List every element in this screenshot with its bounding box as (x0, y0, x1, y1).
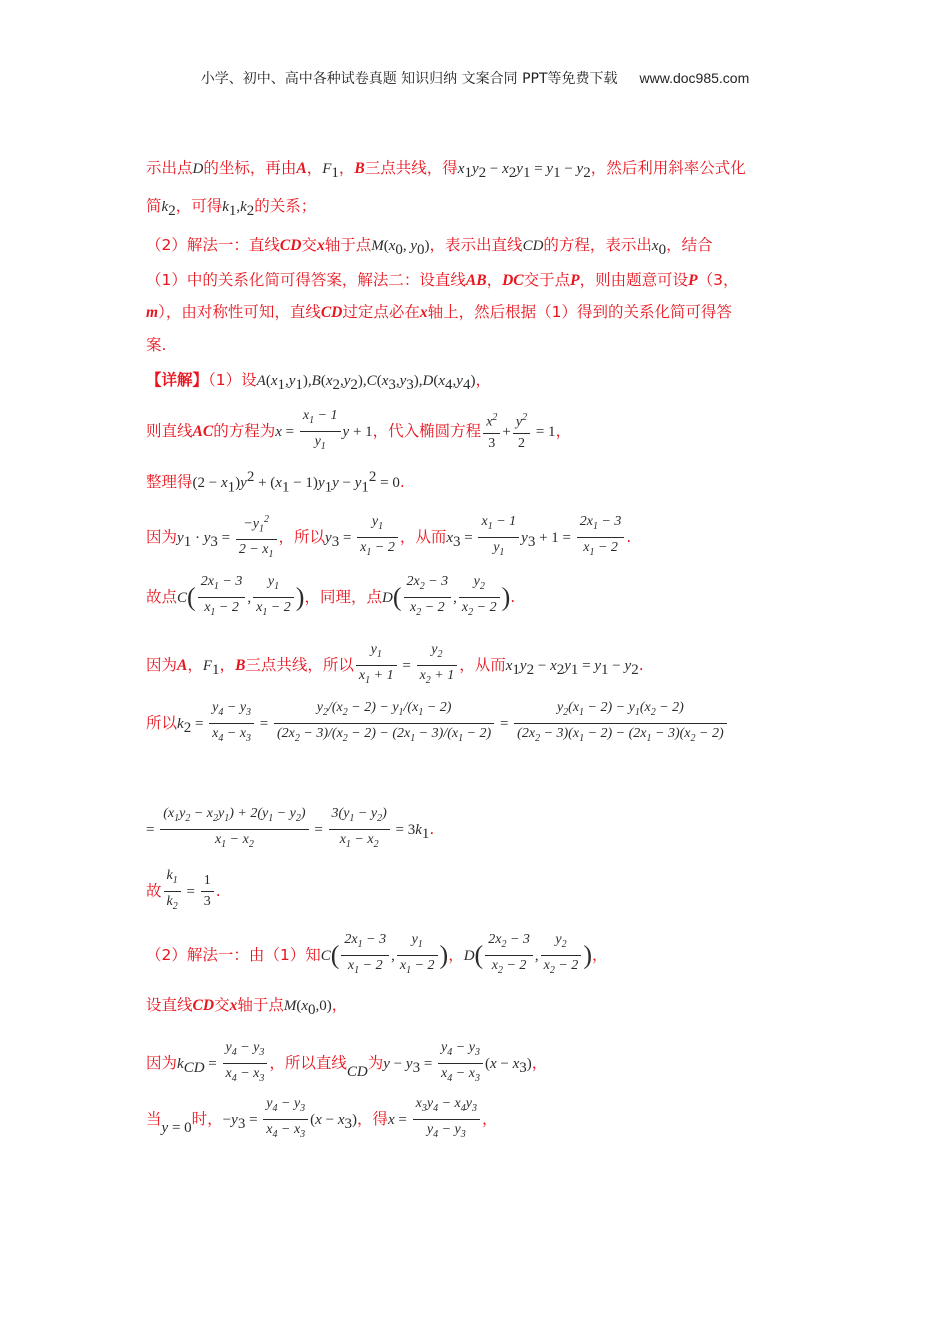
text-line: 因为$k_{CD}$ = $\frac{y_4 - y_3}{x_4 - x_3}$ ，所以直线CD为$y - y_3$ = $\frac{y_4 - y_3}{x_4 - x_3}$ $(x - x_3)$， (146, 1040, 548, 1084)
text-line: 设直线CD交x轴于点$M(x_0,0)$， (146, 996, 348, 1019)
text-line: 因为A，$F_1$，B三点共线，所以 $\frac{y_1}{x_1 + 1}$ = $\frac{y_2}{x_2 + 1}$ ，从而$x_1y_2 - x_2y_1 = y_1 - y_2$. (146, 642, 644, 686)
text-line: 整理得$(2 - x_1)y^2 + (x_1 - 1)y_1y - y_1^2 = 0$. (146, 469, 405, 496)
text-line: 当y = 0时，$-y_3$ = $\frac{y_4 - y_3}{x_4 - x_3}$ $(x - x_3)$，得x = $\frac{x_3y_4 - x_4y_3}{y_4 - y_3}$ ， (146, 1096, 498, 1140)
text-line: （2）解法一：直线CD交x轴于点$M(x_0$, $y_0$)，表示出直线CD的方程，表示出$x_0$，结合 (146, 236, 713, 259)
header-text: 小学、初中、高中各种试卷真题 知识归纳 文案合同 PPT等免费下载 (200, 71, 618, 87)
text-line: 简$k_2$，可得$k_1,k_2$的关系； (146, 197, 317, 220)
text-line: （1）中的关系化简可得答案，解法二：设直线AB，DC交于点P，则由题意可设P（3， (146, 271, 739, 289)
text-line: 示出点D的坐标，再由A，$F_1$，B三点共线，得$x_1y_2 - x_2y_1 = y_1 - y_2$，然后利用斜率公式化 (146, 159, 746, 182)
text-line: 因为$y_1 \cdot y_3$ = $\frac{-y_1^2}{2 - x_1}$ ，所以$y_3$ = $\frac{y_1}{x_1 - 2}$ ，从而$x_3$ = $\frac{x_1 - 1}{y_1}$ $y_3 + 1$ = $\frac{2x_1 - 3}{x_1 - 2}$ . (146, 510, 631, 565)
text-line: = $\frac{(x_1y_2 - x_2y_1) + 2(y_1 - y_2)}{x_1 - x_2}$ = $\frac{3(y_1 - y_2)}{x_1 - x_2}$ = $3k_1$. (146, 806, 435, 850)
text-line: 【详解】（1）设$A(x_1,y_1),B(x_2,y_2),C(x_3,y_3),D(x_4,y_4)$， (146, 371, 491, 394)
text-line: m），由对称性可知，直线CD过定点必在x轴上，然后根据（1）得到的关系化简可得答 (146, 303, 733, 321)
page-header (0, 68, 950, 88)
text-line: （2）解法一：由（1）知C( $\frac{2x_1 - 3}{x_1 - 2}$ , $\frac{y_1}{x_1 - 2}$ )，D( $\frac{2x_2 - 3}{x_2 - 2}$ , $\frac{y_2}{x_2 - 2}$ )， (146, 932, 608, 976)
text-line: 故点C( $\frac{2x_1 - 3}{x_1 - 2}$ , $\frac{y_1}{x_1 - 2}$ )，同理，点D( $\frac{2x_2 - 3}{x_2 - 2}$ , $\frac{y_2}{x_2 - 2}$ ). (146, 574, 516, 618)
header-site: www.doc985.com (639, 70, 750, 86)
text-line: 则直线AC的方程为x = $\frac{x_1 - 1}{y_1}$ y + 1，代入椭圆方程 $\frac{x^2}{3}$ + $\frac{y^2}{2}$ = 1， (146, 408, 572, 452)
text-line: 所以$k_2$ = $\frac{y_4 - y_3}{x_4 - x_3}$ = $\frac{y_2/(x_2 - 2) - y_1/(x_1 - 2)}{(2x_2 - 3)/(x_2 - 2) - (2x_1 - 3)/(x_1 - 2)}$ = $\frac{y_2(x_1 - 2) - y_1(x_2 - 2)}{(2x_2 - 3)(x_1 - 2) - (2x_1 - 3)(x_2 - 2)}$ (146, 698, 729, 749)
text-line: 故 $\frac{k_1}{k_2}$ = $\frac{1}{3}$ . (146, 868, 221, 912)
text-line: 案. (146, 336, 167, 354)
